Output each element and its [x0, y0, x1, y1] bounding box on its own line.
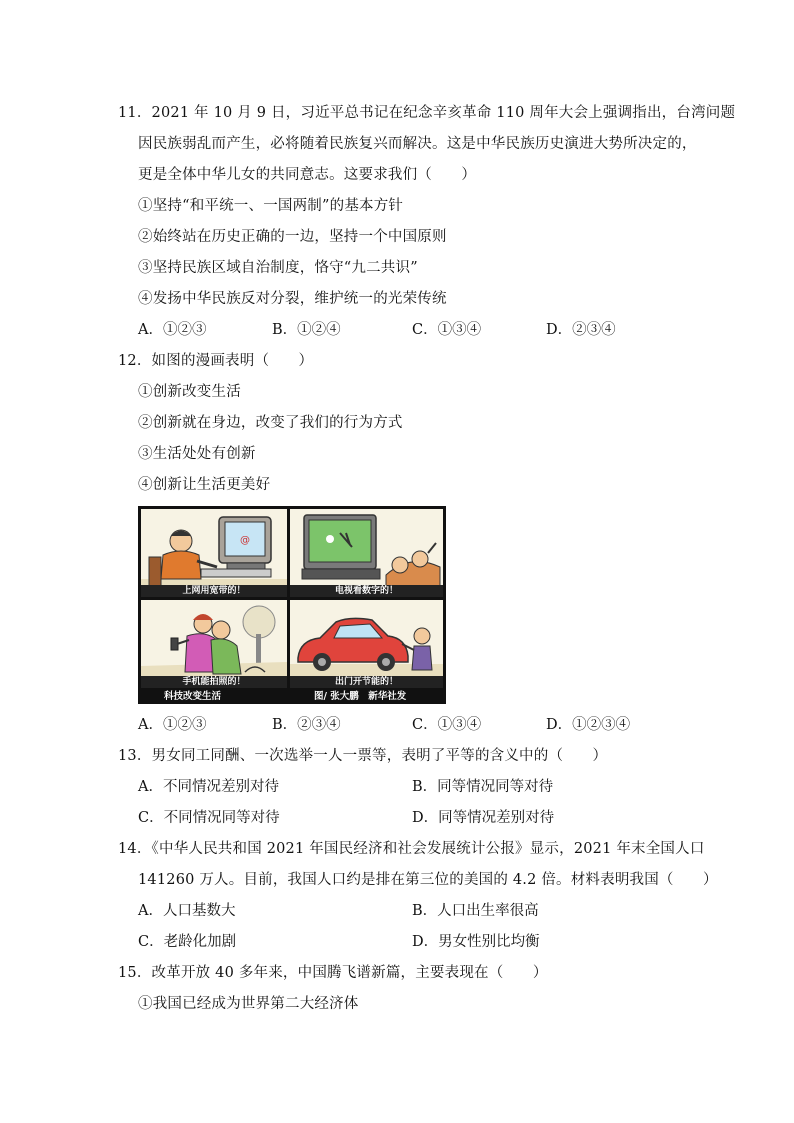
phone-photo-illustration: [141, 600, 287, 688]
q13-option-a: A．不同情况差别对待: [138, 779, 279, 795]
q15-statement-1: ①我国已经成为世界第二大经济体: [138, 996, 359, 1012]
cartoon-credit-bar: [138, 690, 446, 704]
cartoon-caption-tv: 电视看数字的！: [290, 585, 443, 597]
cartoon-caption-car: 出门开节能的！: [290, 676, 443, 688]
q13-option-d: D．同等情况差别对待: [412, 810, 555, 826]
cartoon-panel-phone: [141, 600, 287, 688]
cartoon-caption-internet: 上网用宽带的！: [141, 585, 287, 597]
cartoon-panel-internet: [141, 509, 287, 597]
q14-option-a: A．人口基数大: [138, 903, 236, 919]
q11-stem-line3: 更是全体中华儿女的共同意志。这要求我们（ ）: [138, 167, 477, 183]
q12-statement-1: ①创新改变生活: [138, 384, 241, 400]
q13-option-b: B．同等情况同等对待: [412, 779, 554, 795]
q12-statement-3: ③生活处处有创新: [138, 446, 256, 462]
q11-option-b: B．①②④: [272, 322, 341, 338]
cartoon-panel-tv: [290, 509, 443, 597]
q11-option-d: D．②③④: [546, 322, 616, 338]
q14-option-b: B．人口出生率很高: [412, 903, 539, 919]
q11-option-c: C．①③④: [412, 322, 482, 338]
q11-statement-2: ②始终站在历史正确的一边，坚持一个中国原则: [138, 229, 447, 245]
q15-stem: 15．改革开放 40 多年来，中国腾飞谱新篇，主要表现在（ ）: [118, 965, 548, 981]
q12-option-b: B．②③④: [272, 717, 341, 733]
q13-stem: 13．男女同工同酬、一次选举一人一票等，表明了平等的含义中的（ ）: [118, 748, 608, 764]
q14-option-d: D．男女性别比均衡: [412, 934, 540, 950]
q11-option-a: A．①②③: [138, 322, 207, 338]
cartoon-image: [138, 506, 446, 704]
cartoon-title: 科技改变生活: [164, 691, 222, 702]
q12-statement-2: ②创新就在身边，改变了我们的行为方式: [138, 415, 403, 431]
cartoon-panel-car: [290, 600, 443, 688]
computer-user-illustration: [141, 509, 287, 597]
q14-option-c: C．老龄化加剧: [138, 934, 237, 950]
q12-statement-4: ④创新让生活更美好: [138, 477, 271, 493]
q14-stem-line1: 14．《中华人民共和国 2021 年国民经济和社会发展统计公报》显示，2021 年末全国人口: [118, 841, 705, 857]
svg-text:@: @: [240, 535, 250, 546]
q11-statement-1: ①坚持“和平统一、一国两制”的基本方针: [138, 198, 404, 214]
cartoon-caption-phone: 手机能拍照的！: [141, 676, 287, 688]
q12-option-c: C．①③④: [412, 717, 482, 733]
q12-option-a: A．①②③: [138, 717, 207, 733]
q11-stem-line2: 因民族弱乱而产生，必将随着民族复兴而解决。这是中华民族历史演进大势所决定的，: [138, 136, 697, 152]
q12-option-d: D．①②③④: [546, 717, 631, 733]
q12-stem: 12．如图的漫画表明（ ）: [118, 353, 314, 369]
q11-statement-4: ④发扬中华民族反对分裂，维护统一的光荣传统: [138, 291, 447, 307]
tv-viewers-illustration: [290, 509, 443, 597]
q14-stem-line2: 141260 万人。目前，我国人口约是排在第三位的美国的 4.2 倍。材料表明我国（ ）: [138, 872, 718, 888]
q13-option-c: C．不同情况同等对待: [138, 810, 280, 826]
q11-stem-line1: 11．2021 年 10 月 9 日，习近平总书记在纪念辛亥革命 110 周年大会上强调指出，台湾问题: [118, 105, 736, 121]
q11-statement-3: ③坚持民族区域自治制度，恪守“九二共识”: [138, 260, 418, 276]
car-illustration: [290, 600, 443, 688]
cartoon-credit: 图/ 张大鹏 新华社发: [314, 691, 407, 702]
